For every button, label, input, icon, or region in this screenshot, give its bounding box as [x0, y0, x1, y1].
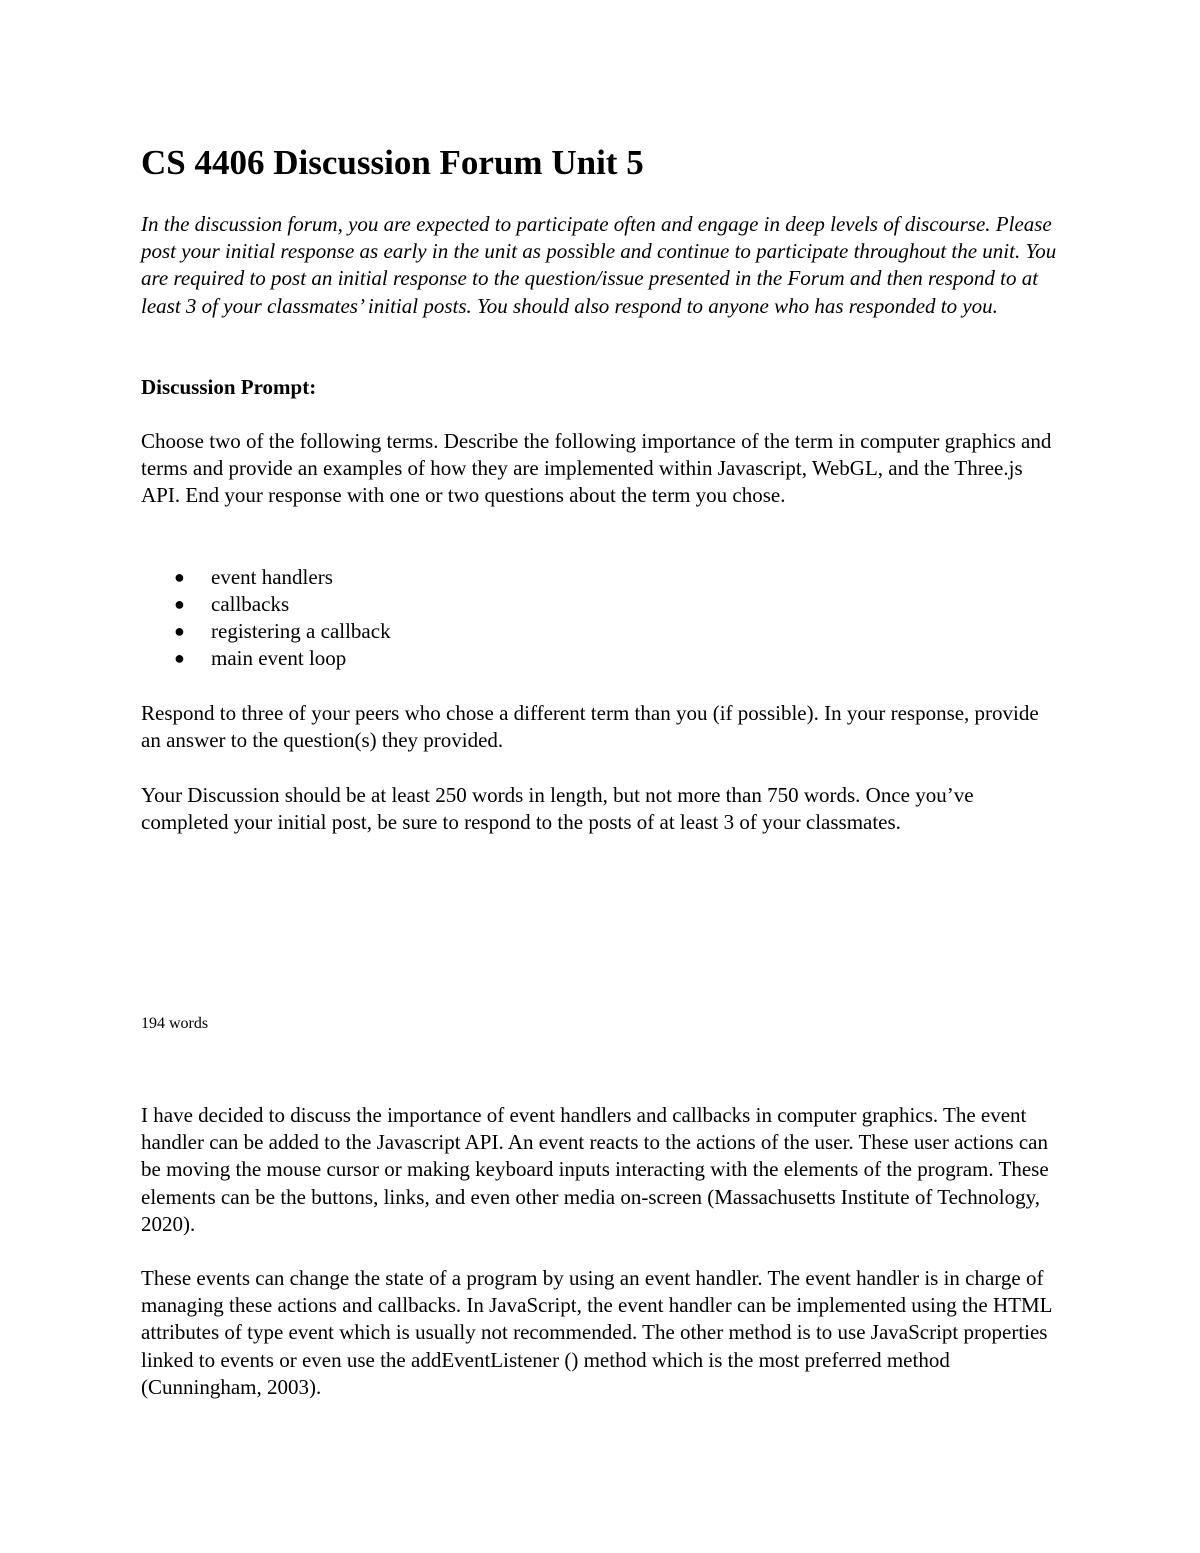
document-title: CS 4406 Discussion Forum Unit 5	[141, 143, 644, 182]
list-item	[141, 564, 391, 591]
term-label: main event loop	[211, 646, 347, 670]
list-item	[141, 645, 391, 672]
bullet-icon: ●	[174, 594, 185, 614]
intro-paragraph: In the discussion forum, you are expected to participate often and engage in deep levels of discourse. Please post your initial response as early in the unit as possible and continue to participate throughout the unit. You are required to post an initial response to the question/issue presented in the Forum and then respond to at least 3 of your classmates’ initial posts. You should also respond to anyone who has responded to you.	[141, 212, 1057, 318]
bullet-icon: ●	[174, 567, 185, 587]
term-label: event handlers	[211, 565, 333, 589]
answer-paragraph-1: I have decided to discuss the importance of event handlers and callbacks in computer graphics. The event handler can be added to the Javascript API. An event reacts to the actions of the user. These user actions can be moving the mouse cursor or making keyboard inputs interacting with the elements of the program. These elements can be the buttons, links, and even other media on-screen (Massachusetts Institute of Technology, 2020).	[141, 1103, 1049, 1236]
term-label: callbacks	[211, 592, 290, 616]
word-count: 194 words	[141, 1015, 209, 1032]
prompt-paragraph: Choose two of the following terms. Describe the following importance of the term in computer graphics and terms and provide an examples of how they are implemented within Javascript, WebGL, and the Three.js API. End your response with one or two questions about the term you chose.	[141, 429, 1052, 508]
bullet-icon: ●	[174, 648, 185, 668]
list-item	[141, 591, 391, 618]
terms-list	[141, 564, 391, 672]
prompt-heading: Discussion Prompt:	[141, 375, 317, 399]
list-item	[141, 618, 391, 645]
term-label: registering a callback	[211, 619, 391, 643]
bullet-icon: ●	[174, 621, 185, 641]
respond-paragraph: Respond to three of your peers who chose a different term than you (if possible). In your response, provide an answer to the question(s) they provided.	[141, 701, 1039, 753]
answer-paragraph-2: These events can change the state of a program by using an event handler. The event handler is in charge of managing these actions and callbacks. In JavaScript, the event handler can be implemented using the HTML attributes of type event which is usually not recommended. The other method is to use JavaScript properties linked to events or even use the addEventListener () method which is the most preferred method (Cunningham, 2003).	[141, 1266, 1052, 1399]
length-requirement-paragraph: Your Discussion should be at least 250 words in length, but not more than 750 words. Once you’ve completed your initial post, be sure to respond to the posts of at least 3 of your classmates.	[141, 783, 974, 835]
